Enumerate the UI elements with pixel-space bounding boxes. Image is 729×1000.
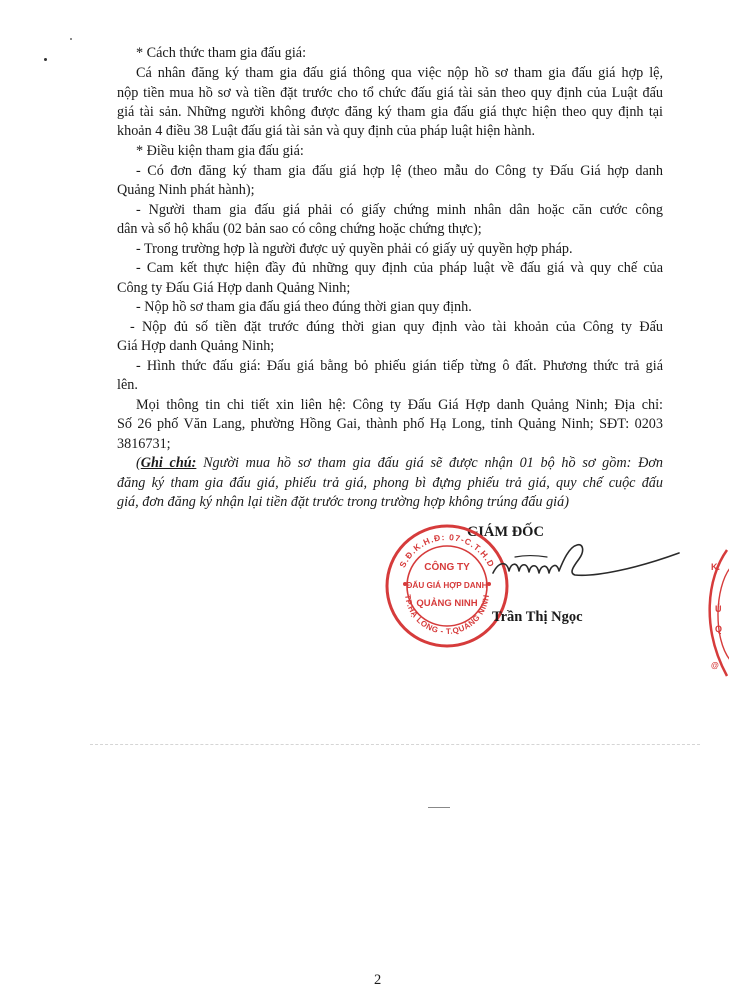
condition-item: - Nộp đủ số tiền đặt trước đúng thời gian quy định vào tài khoản của Công ty Đấu (130, 319, 663, 335)
paragraph-line: giá tài sản. Những người không được đăng ký tham gia đấu giá thực hiện theo quy định tại (117, 104, 663, 120)
paragraph-line: khoản 4 điều 38 Luật đấu giá tài sản và quy định của pháp luật hiện hành. (117, 123, 536, 139)
handwritten-signature (485, 535, 685, 595)
condition-item: - Trong trường hợp là người được uỷ quyền phải có giấy uỷ quyền hợp pháp. (136, 241, 573, 257)
signature-title: GIÁM ĐỐC (467, 524, 544, 540)
stamp-fragment (697, 548, 729, 678)
seal-ring-bottom-text: TP.HẠ LONG - T.QUẢNG NINH (403, 593, 491, 637)
svg-text:Ú: Ú (715, 604, 722, 614)
note-label: Ghi chú: (140, 455, 197, 471)
condition-item: - Nộp hồ sơ tham gia đấu giá theo đúng thời gian quy định. (136, 299, 472, 315)
seal-center-line: CÔNG TY (424, 562, 470, 573)
note-open-paren: ( (136, 455, 141, 471)
condition-item-cont: Quảng Ninh phát hành); (117, 182, 255, 198)
contact-line: Mọi thông tin chi tiết xin liên hệ: Công ty Đấu Giá Hợp danh Quảng Ninh; Địa chỉ: (136, 397, 663, 413)
svg-text:Q: Q (715, 624, 723, 634)
note-line: giá, đơn đăng ký nhận lại tiền đặt trước trong trường hợp không trúng đấu giá) (117, 494, 569, 510)
note-line: đăng ký tham gia đấu giá, phiếu trả giá, phong bì đựng phiếu trả giá, quy chế cuộc đấu (117, 475, 663, 491)
signer-name: Trần Thị Ngọc (492, 609, 583, 625)
paragraph-line: Cá nhân đăng ký tham gia đấu giá thông qua việc nộp hồ sơ tham gia đấu giá hợp lệ, (136, 65, 663, 81)
condition-item: - Hình thức đấu giá: Đấu giá bằng bỏ phiếu gián tiếp từng ô đất. Phương thức trả giá (136, 358, 663, 374)
condition-item-cont: dân và sổ hộ khẩu (02 bản sao có công chứng hoặc chứng thực); (117, 221, 482, 237)
condition-item-cont: Công ty Đấu Giá Hợp danh Quảng Ninh; (117, 280, 351, 296)
contact-phone: 3816731; (117, 436, 171, 452)
section-heading-conditions: * Điều kiện tham gia đấu giá: (136, 143, 304, 159)
svg-text:@: @ (711, 661, 719, 670)
scan-line (428, 807, 450, 808)
seal-ring-text: S.Đ.K.H.Đ: 07-C.T.H.D (397, 531, 497, 570)
note-line (136, 454, 663, 473)
scan-line (90, 744, 700, 745)
scan-speck (44, 58, 47, 61)
seal-center-line: QUẢNG NINH (416, 598, 478, 609)
section-heading-participation: * Cách thức tham gia đấu giá: (136, 45, 307, 61)
condition-item-cont: lên. (117, 377, 138, 393)
condition-item: - Người tham gia đấu giá phải có giấy chứng minh nhân dân hoặc căn cước công (136, 202, 663, 218)
note-text: Người mua hồ sơ tham gia đấu giá sẽ được nhận 01 bộ hồ sơ gồm: Đơn (196, 455, 663, 471)
scan-speck (70, 38, 72, 40)
svg-text:K.: K. (711, 562, 720, 572)
condition-item: - Cam kết thực hiện đầy đủ những quy định của pháp luật về đấu giá và quy chế của (136, 260, 663, 276)
seal-center-line: ĐẤU GIÁ HỢP DANH (406, 581, 488, 590)
page-number: 2 (374, 972, 382, 988)
condition-item-cont: Giá Hợp danh Quảng Ninh; (117, 338, 275, 354)
contact-line: Số 26 phố Văn Lang, phường Hồng Gai, thành phố Hạ Long, tỉnh Quảng Ninh; SĐT: 0203 (117, 416, 663, 432)
condition-item: - Có đơn đăng ký tham gia đấu giá hợp lệ (theo mẫu do Công ty Đấu Giá hợp danh (136, 163, 663, 179)
paragraph-line: nộp tiền mua hồ sơ và tiền đặt trước cho tổ chức đấu giá tài sản theo quy định của Luật đấu (117, 85, 663, 101)
